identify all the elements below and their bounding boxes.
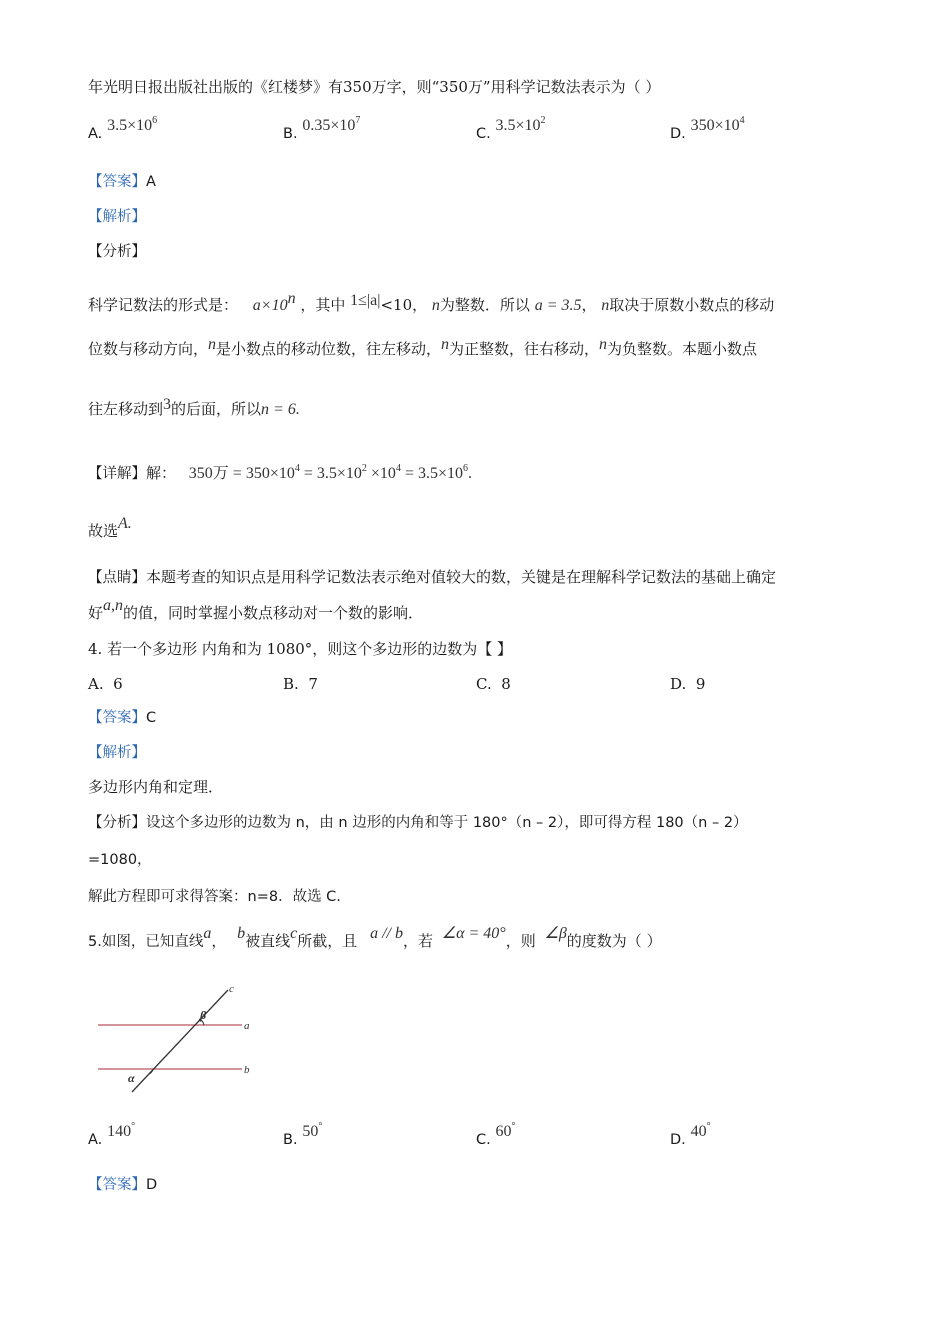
q4-option-b: B. 7 (283, 675, 318, 693)
q3-choose: 故选A. (88, 515, 132, 540)
label-b: b (244, 1064, 250, 1076)
q4-option-d: D. 9 (670, 675, 706, 693)
q3-option-c: C. $3.5\times 10^2$ (476, 115, 546, 142)
q5-answer: 【答案】D (88, 1177, 158, 1193)
q3-option-d: D. $350\times 10^4$ (670, 115, 745, 142)
q4-fenxi-line-3: 解此方程即可求得答案：n=8．故选 C. (88, 889, 341, 905)
q4-stem: 4. 若一个多边形 内角和为 1080°，则这个多边形的边数为【 】 (88, 640, 513, 658)
q5-option-b: B. 50° (283, 1121, 323, 1148)
q4-fenxi-line-1: 【分析】设这个多边形的边数为 n，由 n 边形的内角和等于 180°（n – 2），即可得方程 180（n – 2） (88, 815, 748, 831)
q3-answer: 【答案】A (88, 174, 156, 190)
q4-option-a: A. 6 (88, 675, 123, 693)
q3-dianjing-line-1: 【点睛】本题考查的知识点是用科学记数法表示绝对值较大的数，关键是在理解科学记数法的基础上确定 (88, 568, 777, 586)
q3-option-b: B. $0.35\times 10^7$ (283, 115, 361, 142)
q4-topic: 多边形内角和定理． (88, 778, 224, 796)
q3-analysis-tag: 【解析】 (88, 209, 146, 225)
label-alpha: α (128, 1071, 135, 1085)
q5-option-c: C. 60° (476, 1121, 516, 1148)
label-c: c (229, 984, 234, 995)
q3-fenxi-line-2: 位数与移动方向，n是小数点的移动位数，往左移动，n为正整数，往右移动，n为负整数。本题小数点 (88, 336, 758, 358)
q4-fenxi-line-2: =1080， (88, 852, 152, 868)
label-beta: β (200, 1008, 207, 1022)
q3-dianjing-line-2: 好a,n的值，同时掌握小数点移动对一个数的影响． (88, 597, 424, 622)
label-a: a (244, 1020, 250, 1032)
q3-fenxi-tag: 【分析】 (88, 244, 146, 260)
q3-fenxi-line-3: 往左移动到3的后面，所以n = 6. (88, 396, 300, 418)
q5-stem: 5.如图，已知直线a， b被直线c所截，且 a // b，若 ∠α = 40°，则 ∠β的度数为（ ） (88, 925, 662, 950)
q3-fenxi-line-1: 科学记数法的形式是： $a\times 10^n$ ，其中 1≤|a|<10， n为整数．所以 a = 3.5， n取决于原数小数点的移动 (88, 290, 775, 314)
q4-analysis-tag: 【解析】 (88, 745, 146, 761)
q3-option-a: A. $3.5\times 10^6$ (88, 115, 158, 142)
q5-option-d: D. 40° (670, 1121, 711, 1148)
q5-figure (96, 984, 262, 1096)
q5-option-a: A. 140° (88, 1121, 136, 1148)
q4-option-c: C. 8 (476, 675, 511, 693)
line-c (132, 990, 228, 1092)
q3-stem: 年光明日报出版社出版的《红楼梦》有350万字，则“350万”用科学记数法表示为（ ） (88, 78, 661, 96)
q3-detail: 【详解】解： 350万 = $350\times 10^4 = 3.5\times 10^2 \times 10^4 = 3.5\times 10^6$. (88, 463, 472, 482)
q4-answer: 【答案】C (88, 710, 157, 726)
